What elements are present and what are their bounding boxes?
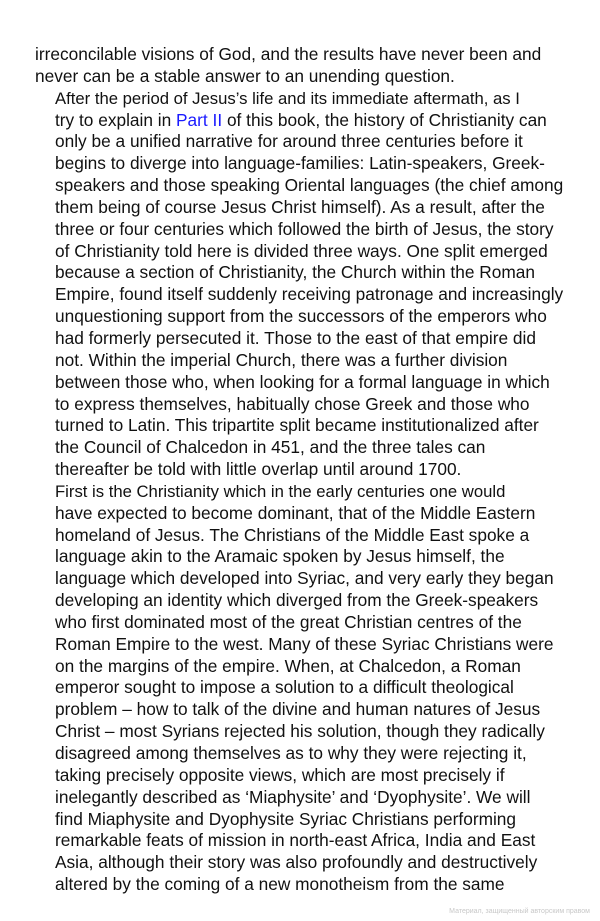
- text-line: the Council of Chalcedon in 451, and the three tales can: [55, 437, 486, 458]
- text-line: of Christianity told here is divided three ways. One split emerged: [55, 240, 548, 261]
- text-line: only be a unified narrative for around three centuries before it: [55, 131, 523, 152]
- text-line: inelegantly described as ‘Miaphysite’ and ‘Dyophysite’. We will: [55, 786, 531, 807]
- text-fragment: of this book, the history of Christianity can: [222, 109, 547, 130]
- text-line: between those who, when looking for a formal language in which: [55, 371, 550, 392]
- text-line: problem – how to talk of the divine and human natures of Jesus: [55, 699, 541, 720]
- text-line: homeland of Jesus. The Christians of the Middle East spoke a: [55, 524, 530, 545]
- text-line: irreconcilable visions of God, and the results have never been and: [35, 44, 542, 64]
- text-line: remarkable feats of mission in north-east Africa, India and East: [55, 830, 536, 851]
- part-ii-link[interactable]: Part II: [176, 109, 223, 130]
- text-line: altered by the coming of a new monotheism from the same: [55, 874, 505, 895]
- text-line: to express themselves, habitually chose Greek and those who: [55, 393, 530, 414]
- text-line: developing an identity which diverged from the Greek-speakers: [55, 590, 539, 611]
- text-line: have expected to become dominant, that of the Middle Eastern: [55, 502, 536, 523]
- paragraph-3: [35, 481, 570, 896]
- text-line: begins to diverge into language-families: Latin-speakers, Greek-: [55, 153, 545, 174]
- text-fragment: try to explain in: [55, 109, 177, 130]
- paragraph-1: [35, 44, 570, 88]
- text-line: language which developed into Syriac, and very early they began: [55, 568, 554, 589]
- text-line: on the margins of the empire. When, at Chalcedon, a Roman: [55, 655, 521, 676]
- text-line: After the period of Jesus’s life and its immediate aftermath, as I: [55, 88, 520, 108]
- text-line: Empire, found itself suddenly receiving patronage and increasingly: [55, 284, 564, 305]
- text-line: taking precisely opposite views, which are most precisely if: [55, 764, 505, 785]
- text-line: find Miaphysite and Dyophysite Syriac Christians performing: [55, 808, 517, 829]
- text-line: unquestioning support from the successors of the emperors who: [55, 306, 547, 327]
- text-line: thereafter be told with little overlap until around 1700.: [55, 459, 462, 480]
- text-line: First is the Christianity which in the early centuries one would: [55, 481, 506, 501]
- text-line: never can be a stable answer to an unending question.: [35, 65, 455, 86]
- text-line: disagreed among themselves as to why they were rejecting it,: [55, 743, 527, 763]
- text-line: speakers and those speaking Oriental languages (the chief among: [55, 175, 564, 196]
- text-line: turned to Latin. This tripartite split became institutionalized after: [55, 415, 539, 436]
- text-line: not. Within the imperial Church, there was a further division: [55, 349, 508, 370]
- text-line: Roman Empire to the west. Many of these Syriac Christians were: [55, 633, 554, 654]
- text-line: emperor sought to impose a solution to a difficult theological: [55, 677, 514, 698]
- document-page: [35, 44, 570, 896]
- text-line: Asia, although their story was also profoundly and destructively: [55, 852, 538, 873]
- text-line: three or four centuries which followed the birth of Jesus, the story: [55, 218, 554, 239]
- copyright-watermark: Материал, защищенный авторским правом: [449, 908, 590, 915]
- text-line: Christ – most Syrians rejected his solution, though they radically: [55, 721, 545, 742]
- paragraph-2: [35, 88, 570, 481]
- text-line: them being of course Jesus Christ himself). As a result, after the: [55, 196, 545, 217]
- text-line: language akin to the Aramaic spoken by Jesus himself, the: [55, 546, 505, 567]
- text-line: had formerly persecuted it. Those to the east of that empire did: [55, 327, 536, 348]
- text-line: who first dominated most of the great Christian centres of the: [55, 611, 522, 632]
- text-line: because a section of Christianity, the Church within the Roman: [55, 262, 535, 283]
- text-line-with-link: [35, 110, 570, 132]
